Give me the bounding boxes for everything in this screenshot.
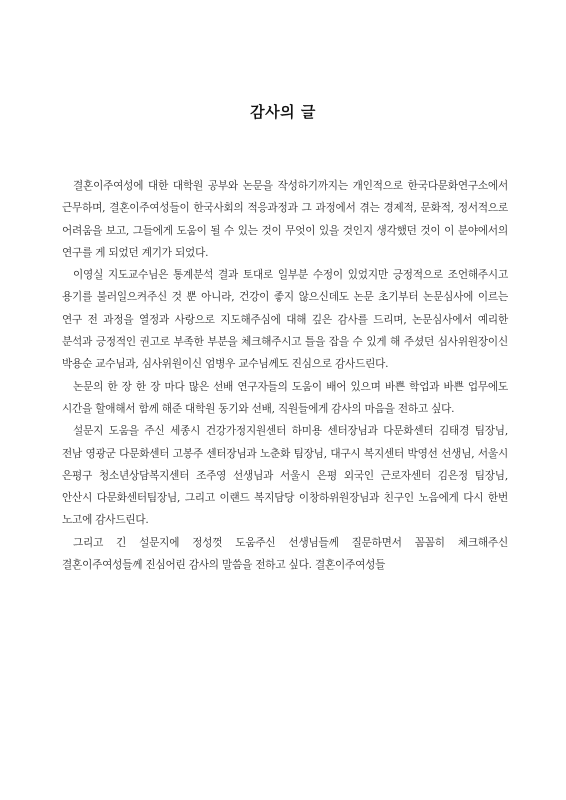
paragraph-participants-thanks: 그리고 긴 설문지에 정성껏 도움주신 선생님들께 질문하면서 꼼꼼히 체크해주신 결혼이주여성들께 진심어린 감사의 말씀을 전하고 싶다. 결혼이주여성들: [62, 536, 508, 572]
page-title: 감사의 글: [250, 103, 316, 121]
document-body: [62, 175, 508, 576]
paragraph-motivation: 결혼이주여성에 대한 대학원 공부와 논문을 작성하기까지는 개인적으로 한국다문화연구소에서 근무하며, 결혼이주여성들이 한국사회의 적응과정과 그 과정에서 겪는 경제적, 문화적, 정서적으로 어려움을 보고, 그들에게 도움이 될 수 있는 것이 무엇이 있을 것인지 생각했던 것이 이 분야에서의 연구를 게 되었던 계기가 되었다.: [62, 180, 508, 259]
paragraph-survey-helpers-thanks: 설문지 도움을 주신 세종시 건강가정지원센터 하미용 센터장님과 다문화센터 김태경 팀장님, 전남 영광군 다문화센터 고봉주 센터장님과 노춘화 팀장님, 대구시 복지센터 박영선 선생님, 서울시 은평구 청소년상담복지센터 조주영 선생님과 서울시 은평 외국인 근로자센터 김은정 팀장님, 안산시 다문화센터팀장님, 그리고 이랜드 복지담당 이창하위원장님과 친구인 노음에게 다시 한번 노고에 감사드린다.: [62, 425, 508, 527]
paragraph-advisor-thanks: 이영실 지도교수님은 통계분석 결과 토대로 일부분 수정이 있었지만 긍정적으로 조언해주시고 용기를 불러일으켜주신 것 뿐 아니라, 건강이 좋지 않으신데도 논문 초기부터 논문심사에 이르는 연구 전 과정을 열정과 사랑으로 지도해주심에 대해 깊은 감사를 드리며, 논문심사에서 예리한 분석과 긍정적인 권고로 부족한 부분을 체크해주시고 틀을 잡을 수 있게 해 주셨던 심사위원장이신 박용순 교수님과, 심사위원이신 엄병우 교수님께도 진심으로 감사드린다.: [62, 269, 508, 371]
paragraph-colleagues-thanks: 논문의 한 장 한 장 마다 많은 선배 연구자들의 도움이 배어 있으며 바쁜 학업과 바쁜 업무에도 시간을 할애해서 함께 해준 대학원 동기와 선배, 직원들에게 감사의 마음을 전하고 싶다.: [62, 380, 508, 415]
